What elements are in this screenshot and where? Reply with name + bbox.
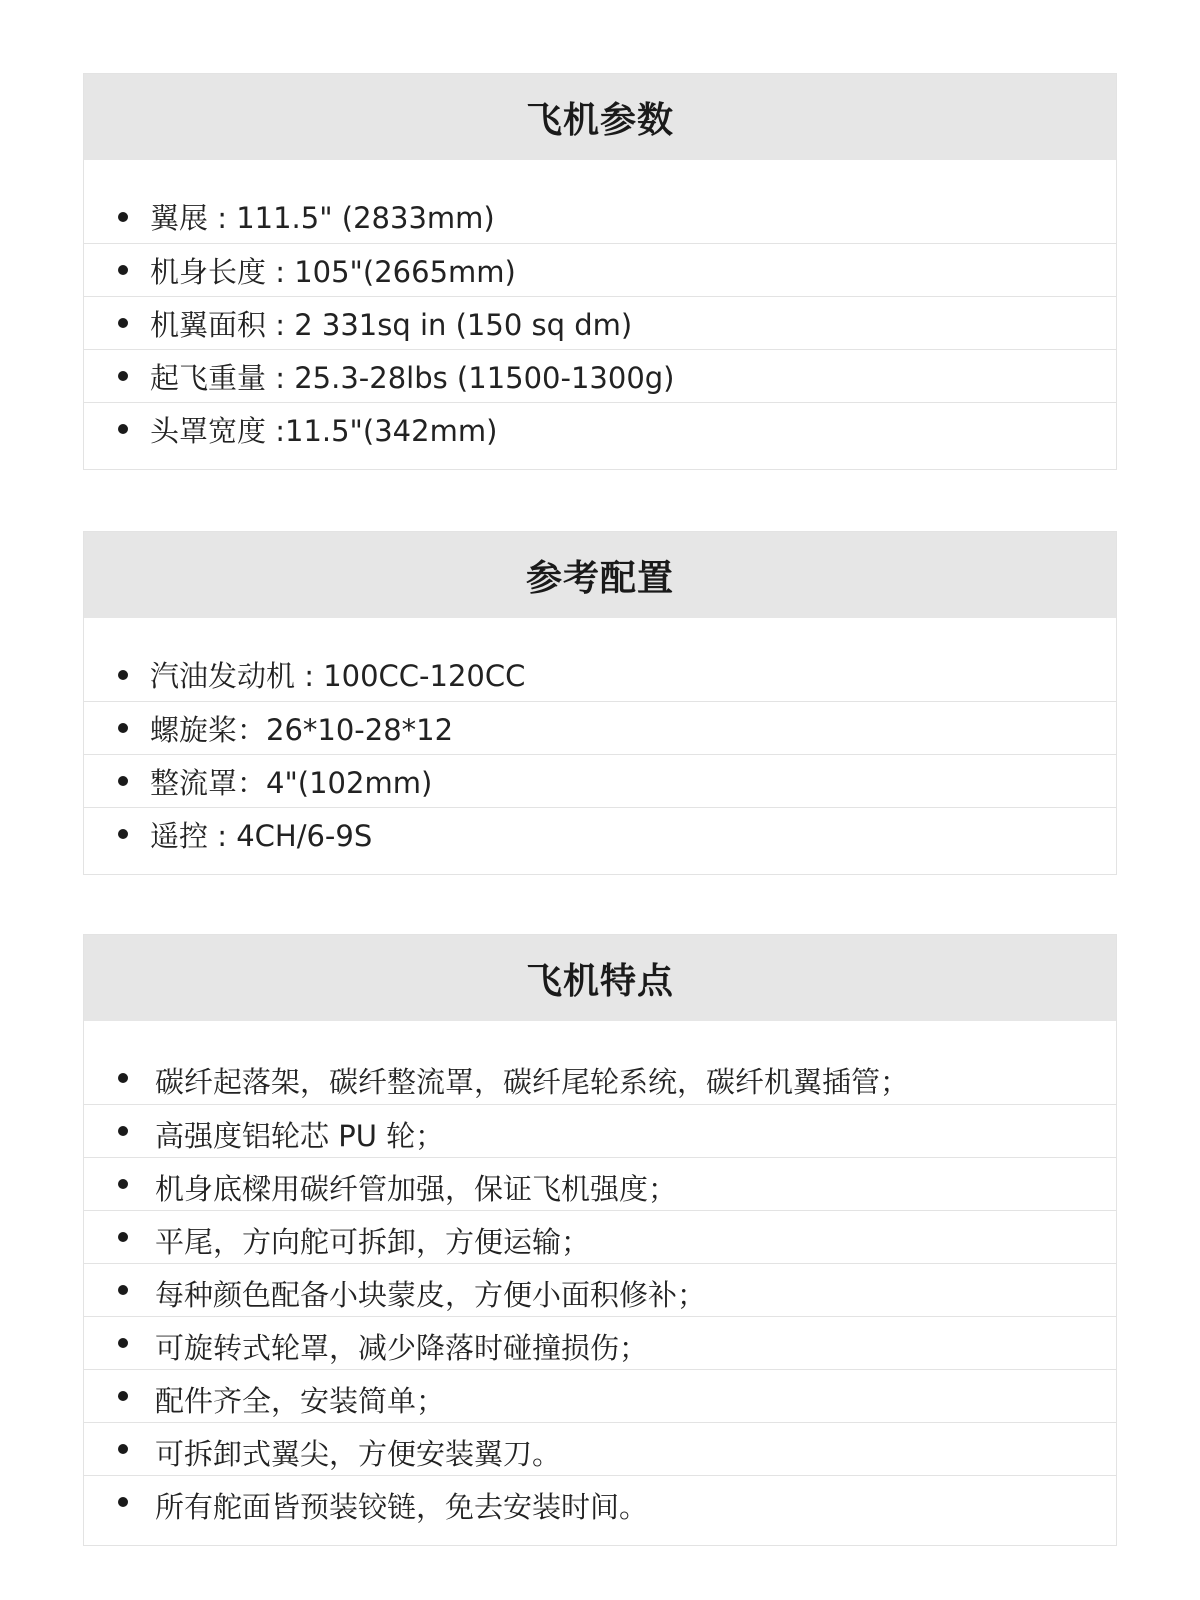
- list-item-text: 可旋转式轮罩，减少降落时碰撞损伤；: [155, 1330, 649, 1365]
- list-item-text: 汽油发动机 : 100CC-120CC: [150, 659, 526, 693]
- bullet-icon: [118, 371, 128, 381]
- bullet-icon: [118, 424, 128, 434]
- list-item: [84, 648, 1116, 701]
- bullet-icon: [118, 212, 128, 222]
- list-item: [84, 1210, 1116, 1263]
- bullet-icon: [118, 1232, 128, 1242]
- list-item: [84, 1051, 1116, 1104]
- list-item: [84, 754, 1116, 807]
- bullet-icon: [118, 1073, 128, 1083]
- list-item: [84, 1263, 1116, 1316]
- bullet-icon: [118, 265, 128, 275]
- list-item-text: 起飞重量 : 25.3-28lbs (11500-1300g): [150, 360, 675, 395]
- list-item: [84, 1369, 1116, 1422]
- list-item-text: 高强度铝轮芯 PU 轮；: [155, 1118, 445, 1153]
- list-item: [84, 243, 1116, 296]
- list-item-text: 碳纤起落架，碳纤整流罩，碳纤尾轮系统，碳纤机翼插管；: [155, 1065, 910, 1099]
- panel-title: 飞机特点: [84, 935, 1116, 1021]
- list-item-text: 所有舵面皆预装铰链，免去安装时间。: [155, 1489, 649, 1524]
- list-item-text: 机身底樑用碳纤管加强，保证飞机强度；: [155, 1171, 678, 1206]
- bullet-icon: [118, 1444, 128, 1454]
- reference-config-panel: [83, 531, 1117, 875]
- parameters-list: [84, 160, 1116, 455]
- list-item-text: 配件齐全，安装简单；: [155, 1383, 446, 1418]
- list-item: [84, 1157, 1116, 1210]
- list-item: [84, 402, 1116, 455]
- list-item: [84, 1104, 1116, 1157]
- bullet-icon: [118, 1179, 128, 1189]
- list-item-text: 每种颜色配备小块蒙皮，方便小面积修补；: [155, 1277, 707, 1312]
- list-item: [84, 1422, 1116, 1475]
- list-item-text: 机身长度 : 105"(2665mm): [150, 254, 516, 289]
- list-item: [84, 1475, 1116, 1528]
- bullet-icon: [118, 318, 128, 328]
- bullet-icon: [118, 1338, 128, 1348]
- bullet-icon: [118, 1497, 128, 1507]
- panel-title: 参考配置: [84, 532, 1116, 618]
- list-item: [84, 296, 1116, 349]
- list-item: [84, 190, 1116, 243]
- list-item: [84, 701, 1116, 754]
- features-list: [84, 1021, 1116, 1528]
- bullet-icon: [118, 1126, 128, 1136]
- aircraft-features-panel: [83, 934, 1117, 1546]
- bullet-icon: [118, 723, 128, 733]
- config-list: [84, 618, 1116, 860]
- aircraft-parameters-panel: [83, 73, 1117, 470]
- list-item: [84, 807, 1116, 860]
- list-item-text: 头罩宽度 :11.5"(342mm): [150, 413, 498, 448]
- bullet-icon: [118, 776, 128, 786]
- list-item-text: 可拆卸式翼尖，方便安装翼刀。: [155, 1436, 562, 1471]
- bullet-icon: [118, 1285, 128, 1295]
- list-item-text: 螺旋桨：26*10-28*12: [150, 712, 454, 747]
- panel-title: 飞机参数: [84, 74, 1116, 160]
- list-item-text: 翼展 : 111.5" (2833mm): [150, 201, 495, 235]
- list-item-text: 整流罩：4"(102mm): [150, 765, 433, 800]
- list-item-text: 平尾，方向舵可拆卸，方便运输；: [155, 1224, 591, 1259]
- bullet-icon: [118, 1391, 128, 1401]
- list-item: [84, 1316, 1116, 1369]
- list-item-text: 机翼面积 : 2 331sq in (150 sq dm): [150, 307, 633, 342]
- bullet-icon: [118, 829, 128, 839]
- bullet-icon: [118, 670, 128, 680]
- list-item: [84, 349, 1116, 402]
- list-item-text: 遥控 : 4CH/6-9S: [150, 818, 373, 853]
